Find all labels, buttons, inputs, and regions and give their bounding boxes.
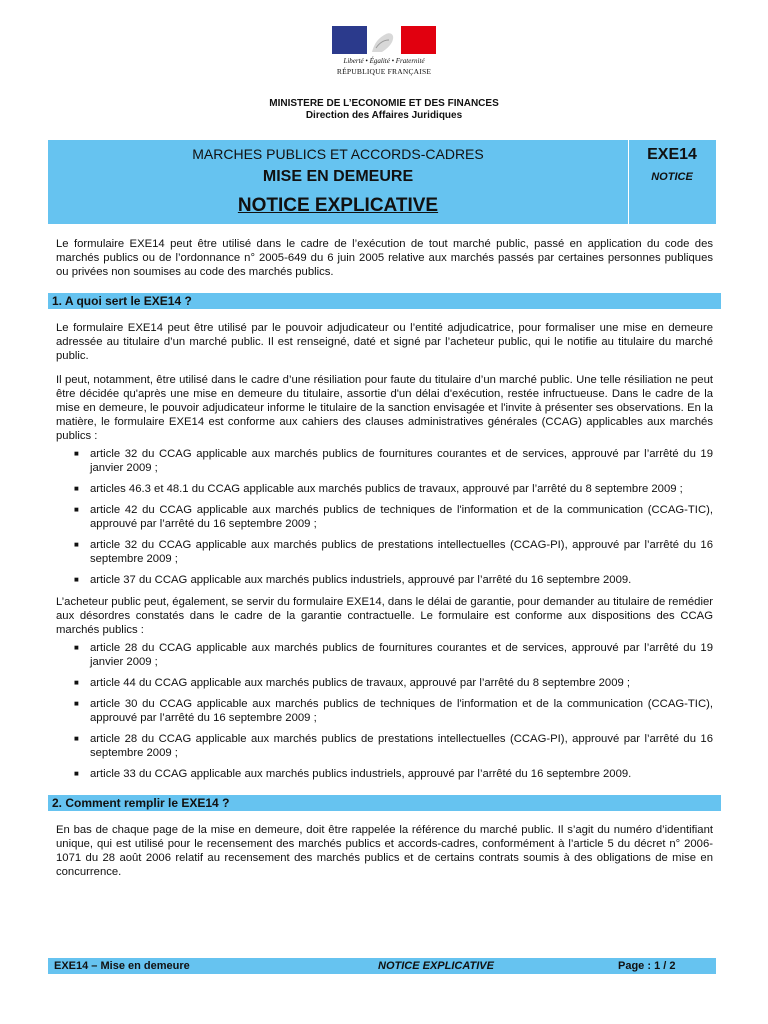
section-1-heading: 1. A quoi sert le EXE14 ? (48, 293, 721, 309)
marianne-flag-icon (332, 26, 436, 54)
header-subject: MISE EN DEMEURE (262, 168, 414, 185)
bullet-icon: ■ (74, 643, 79, 652)
header-doc-title: NOTICE EXPLICATIVE (237, 195, 439, 216)
bullet-icon: ■ (74, 484, 79, 493)
bullet-icon: ■ (74, 449, 79, 458)
section-1-paragraph-1: Le formulaire EXE14 peut être utilisé par le pouvoir adjudicateur ou l’entité adjudicatrice, pour formaliser une mise en demeure adressée au titulaire d’un marché public. Il est renseigné, daté et signé par l’acheteur public, qui le notifie au titulaire du marché public. (56, 322, 713, 362)
bullet-icon: ■ (74, 699, 79, 708)
document-header (48, 140, 716, 224)
ministry-name: MINISTERE DE L’ECONOMIE ET DES FINANCES (269, 98, 499, 109)
form-code-subtitle: NOTICE (651, 171, 693, 183)
list-item: ■ article 44 du CCAG applicable aux marchés publics de travaux, approuvé par l’arrêté du 8 septembre 2009 ; (74, 677, 631, 689)
list-item: ■ article 30 du CCAG applicable aux marchés publics de techniques de l'information et de la communication (CCAG-TIC), approuvé par l’arrêté du 16 septembre 2009 ; (74, 698, 713, 724)
ministry-direction: Direction des Affaires Juridiques (305, 110, 463, 121)
section-2-heading: 2. Comment remplir le EXE14 ? (48, 795, 721, 811)
logo-republic: RÉPUBLIQUE FRANÇAISE (336, 67, 432, 76)
list-item: ■ article 32 du CCAG applicable aux marchés publics de fournitures courantes et de services, approuvé par l’arrêté du 19 janvier 2009 ; (74, 448, 713, 474)
bullet-icon: ■ (74, 575, 79, 584)
republique-francaise-logo (330, 26, 438, 88)
intro-paragraph: Le formulaire EXE14 peut être utilisé dans le cadre de l’exécution de tout marché public, passé en application du code des marchés publics ou de l’ordonnance n° 2005-649 du 6 juin 2005 relative aux marchés passés par certaines personnes publiques ou privées non soumises au code des marchés publics. (56, 238, 713, 278)
header-category: MARCHES PUBLICS ET ACCORDS-CADRES (192, 146, 484, 162)
header-title-cell (48, 140, 629, 224)
bullet-icon: ■ (74, 678, 79, 687)
logo-motto: Liberté • Égalité • Fraternité (343, 57, 425, 65)
ccag-garantie-list (56, 641, 713, 781)
footer-doc-type: NOTICE EXPLICATIVE (378, 960, 494, 972)
bullet-icon: ■ (74, 769, 79, 778)
form-code: EXE14 (647, 146, 697, 163)
section-2-paragraph-1: En bas de chaque page de la mise en demeure, doit être rappelée la référence du marché public. Il s’agit du numéro d’identifiant unique, qui est utilisé pour le recensement des marchés publics et accords-cadres, conformément à l’article 5 du décret n° 2006-1071 du 28 août 2006 relatif au recensement des marchés publics et de certains contrats soumis à des obligations de mise en concurrence. (56, 824, 713, 878)
section-1-paragraph-3: L’acheteur public peut, également, se servir du formulaire EXE14, dans le délai de garantie, pour demander au titulaire de remédier aux désordres constatés dans le cadre de la garantie contractuelle. Le formulaire est conforme aux dispositions des CCAG marchés publics : (56, 596, 713, 636)
page-footer (48, 958, 716, 974)
bullet-icon: ■ (74, 734, 79, 743)
list-item: ■ article 37 du CCAG applicable aux marchés publics industriels, approuvé par l’arrêté du 16 septembre 2009. (74, 574, 632, 586)
bullet-icon: ■ (74, 505, 79, 514)
section-1-paragraph-2: Il peut, notamment, être utilisé dans le cadre d’une résiliation pour faute du titulaire d’un marché public. Une telle résiliation ne peut être décidée qu'après une mise en demeure du titulaire, assortie d'un délai d'exécution, restée infructueuse. Dans le cadre de la mise en demeure, le pouvoir adjudicateur informe le titulaire de la sanction envisagée et l'invite à présenter ses observations. En la matière, le formulaire EXE14 est conforme aux cahiers des clauses administratives générales (CCAG) applicables aux marchés publics : (56, 374, 713, 442)
list-item: ■ article 28 du CCAG applicable aux marchés publics de prestations intellectuelles (CCAG-PI), approuvé par l’arrêté du 16 septembre 2009 ; (74, 733, 713, 759)
footer-form-label: EXE14 – Mise en demeure (54, 960, 190, 972)
list-item: ■ article 33 du CCAG applicable aux marchés publics industriels, approuvé par l’arrêté du 16 septembre 2009. (74, 768, 632, 780)
list-item: ■ article 32 du CCAG applicable aux marchés publics de prestations intellectuelles (CCAG-PI), approuvé par l’arrêté du 16 septembre 2009 ; (74, 539, 713, 565)
footer-page-number: Page : 1 / 2 (618, 960, 676, 972)
list-item: ■ article 42 du CCAG applicable aux marchés publics de techniques de l'information et de la communication (CCAG-TIC), approuvé par l’arrêté du 16 septembre 2009 ; (74, 504, 713, 530)
ministry-block (0, 98, 768, 122)
list-item: ■ article 28 du CCAG applicable aux marchés publics de fournitures courantes et de services, approuvé par l’arrêté du 19 janvier 2009 ; (74, 642, 713, 668)
document-body (52, 237, 713, 889)
list-item: ■ articles 46.3 et 48.1 du CCAG applicable aux marchés publics de travaux, approuvé par l’arrêté du 8 septembre 2009 ; (74, 483, 683, 495)
bullet-icon: ■ (74, 540, 79, 549)
ccag-resiliation-list (56, 447, 713, 587)
